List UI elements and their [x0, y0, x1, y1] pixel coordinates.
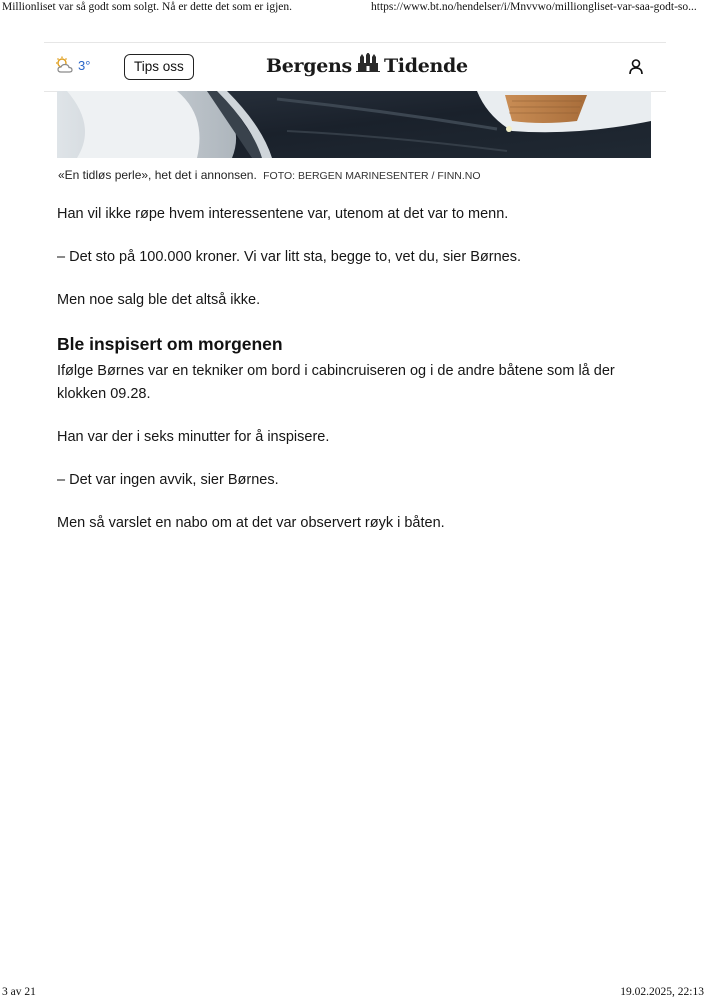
tips-oss-button[interactable]: Tips oss [124, 54, 194, 80]
caption-text: «En tidløs perle», het det i annonsen. [58, 168, 257, 182]
article-paragraph: – Det sto på 100.000 kroner. Vi var litt sta, begge to, vet du, sier Børnes. [57, 249, 521, 265]
article-paragraph: Ifølge Børnes var en tekniker om bord i cabincruiseren og i de andre båtene som lå der klokken 09.28. [57, 363, 615, 402]
print-header-title: Millionliset var så godt som solgt. Nå er dette det som er igjen. [2, 1, 293, 13]
photo-caption [58, 168, 481, 182]
print-footer-page: 3 av 21 [2, 986, 36, 998]
logo-text-tidende: Tidende [383, 54, 468, 77]
site-header [44, 42, 666, 92]
coat-of-arms-icon [355, 53, 381, 78]
article-body [57, 203, 657, 555]
article-photo [57, 91, 651, 158]
article-paragraph: – Det var ingen avvik, sier Børnes. [57, 472, 279, 488]
print-header-url: https://www.bt.no/hendelser/i/Mnvvwo/milliongliset-var-saa-godt-so... [371, 1, 697, 13]
user-icon[interactable] [628, 58, 644, 80]
bt-logo[interactable] [266, 53, 468, 78]
partly-cloudy-icon [54, 56, 74, 74]
weather-temperature: 3° [78, 57, 91, 73]
article-paragraph: Han vil ikke røpe hvem interessentene var, utenom at det var to menn. [57, 206, 509, 222]
weather-widget[interactable] [54, 56, 90, 74]
photo-credit: FOTO: BERGEN MARINESENTER / FINN.NO [263, 170, 481, 182]
logo-text-bergens: Bergens [266, 54, 352, 77]
article-paragraph: Han var der i seks minutter for å inspisere. [57, 429, 330, 445]
section-heading: Ble inspisert om morgenen [57, 334, 283, 354]
article-paragraph: Men noe salg ble det altså ikke. [57, 292, 261, 308]
article-paragraph: Men så varslet en nabo om at det var observert røyk i båten. [57, 515, 445, 531]
print-footer-datetime: 19.02.2025, 22:13 [620, 986, 704, 998]
